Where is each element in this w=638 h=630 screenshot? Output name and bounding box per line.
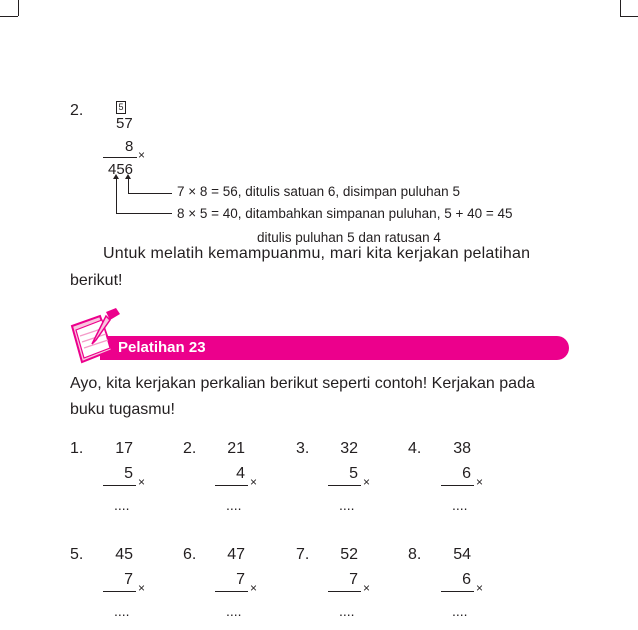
- step-2-text: 8 × 5 = 40, ditambahkan simpanan puluhan, 5 + 40 = 45: [177, 206, 513, 221]
- times-sign: ×: [138, 581, 146, 595]
- times-sign: ×: [363, 475, 371, 489]
- carry-digit: 5: [118, 102, 124, 112]
- problem-multiplier: 4: [236, 465, 245, 482]
- arrow-tens-line: [116, 213, 172, 214]
- crop-mark-top-right-v: [620, 0, 621, 16]
- instruction-line-1: Ayo, kita kerjakan perkalian berikut seperti contoh! Kerjakan pada: [70, 375, 535, 392]
- times-sign: ×: [363, 581, 371, 595]
- problem-multiplier: 6: [462, 465, 471, 482]
- problem-multiplicand: 32: [340, 440, 358, 457]
- problem-multiplier: 6: [462, 571, 471, 588]
- times-sign: ×: [138, 148, 146, 162]
- problem-number: 2.: [183, 440, 197, 457]
- instruction-line-2: buku tugasmu!: [70, 401, 175, 418]
- times-sign: ×: [138, 475, 146, 489]
- times-sign: ×: [250, 581, 258, 595]
- problem-number: 4.: [408, 440, 422, 457]
- crop-mark-top-left-h: [0, 16, 18, 17]
- notebook-pencil-icon: [66, 306, 126, 370]
- times-sign: ×: [250, 475, 258, 489]
- problem-multiplicand: 17: [115, 440, 133, 457]
- intro-line-1: Untuk melatih kemampuanmu, mari kita kerjakan pelatihan: [103, 245, 531, 262]
- problem-multiplicand: 21: [227, 440, 245, 457]
- multiplicand: 57: [116, 115, 133, 132]
- problem-number: 7.: [296, 546, 310, 563]
- example-result: 456: [108, 161, 134, 178]
- problem-underline: [215, 485, 248, 486]
- problem-underline: [103, 591, 136, 592]
- problem-multiplicand: 45: [115, 546, 133, 563]
- problem-answer: ....: [114, 497, 130, 513]
- problem-number: 1.: [70, 440, 84, 457]
- problem-multiplier: 5: [124, 465, 133, 482]
- problem-multiplicand: 54: [453, 546, 471, 563]
- arrow-units-line: [128, 193, 172, 194]
- step-2-continuation: ditulis puluhan 5 dan ratusan 4: [257, 230, 441, 245]
- problem-underline: [441, 485, 474, 486]
- problem-underline: [441, 591, 474, 592]
- problem-multiplier: 5: [349, 465, 358, 482]
- problem-multiplicand: 38: [453, 440, 471, 457]
- times-sign: ×: [476, 475, 484, 489]
- problem-number: 5.: [70, 546, 84, 563]
- problem-answer: ....: [339, 497, 355, 513]
- problem-underline: [328, 591, 361, 592]
- problem-answer: ....: [226, 497, 242, 513]
- problem-underline: [215, 591, 248, 592]
- arrow-tens-stem: [116, 178, 117, 214]
- carry-digit-box: [116, 101, 126, 114]
- arrow-units-head-icon: [125, 174, 131, 179]
- problem-multiplicand: 52: [340, 546, 358, 563]
- exercise-title: Pelatihan 23: [118, 339, 206, 356]
- problem-answer: ....: [339, 603, 355, 619]
- problem-multiplier: 7: [236, 571, 245, 588]
- example-underline: [103, 157, 137, 158]
- problem-number: 6.: [183, 546, 197, 563]
- problem-answer: ....: [226, 603, 242, 619]
- problem-number: 8.: [408, 546, 422, 563]
- problem-multiplier: 7: [349, 571, 358, 588]
- problem-answer: ....: [452, 497, 468, 513]
- problem-answer: ....: [452, 603, 468, 619]
- example-number: 2.: [70, 102, 84, 119]
- problem-underline: [103, 485, 136, 486]
- problem-answer: ....: [114, 603, 130, 619]
- times-sign: ×: [476, 581, 484, 595]
- crop-mark-top-right-h: [620, 16, 638, 17]
- problem-underline: [328, 485, 361, 486]
- intro-line-2: berikut!: [70, 272, 123, 289]
- problem-multiplicand: 47: [227, 546, 245, 563]
- arrow-tens-head-icon: [113, 174, 119, 179]
- problem-number: 3.: [296, 440, 310, 457]
- step-1-text: 7 × 8 = 56, ditulis satuan 6, disimpan puluhan 5: [177, 184, 460, 199]
- multiplier: 8: [125, 138, 134, 155]
- problem-multiplier: 7: [124, 571, 133, 588]
- crop-mark-top-left-v: [18, 0, 19, 16]
- arrow-units-stem: [128, 178, 129, 194]
